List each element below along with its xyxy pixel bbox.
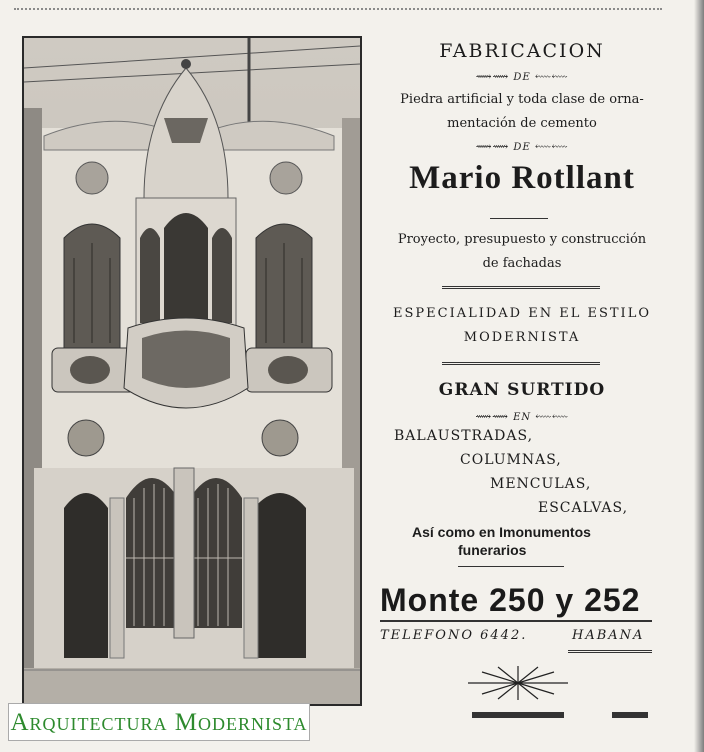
en-label: EN <box>513 412 532 423</box>
divider-funerarios <box>458 566 564 567</box>
text-especialidad: ESPECIALIDAD EN EL ESTILO <box>393 306 651 321</box>
de-connector-2 <box>372 140 672 154</box>
text-modernista: MODERNISTA <box>463 330 581 345</box>
telephone-text: TELEFONO 6442. <box>380 628 528 643</box>
facade-photo <box>22 36 362 706</box>
ornament-left-icon: ⟿⟿ <box>475 410 509 423</box>
text-fachadas: de fachadas <box>482 256 562 271</box>
text-gran-surtido: GRAN SURTIDO <box>438 380 606 400</box>
divider-city <box>568 650 652 653</box>
heading-fabricacion: FABRICACION <box>439 40 605 62</box>
list-item: ESCALVAS, <box>538 500 629 516</box>
page-gutter-shadow <box>694 0 704 752</box>
caption-label: Arquitectura Modernista <box>8 703 310 741</box>
footer-bar-right <box>612 712 648 718</box>
address-text: Monte 250 y 252 <box>380 582 641 618</box>
en-connector <box>372 410 672 424</box>
page-top-border <box>14 8 662 10</box>
list-item: BALAUSTRADAS, <box>394 428 534 444</box>
divider-short <box>490 218 548 219</box>
company-name: Mario Rotllant <box>409 160 635 196</box>
text-ornamentacion: mentación de cemento <box>447 116 597 131</box>
text-asi-como: Así como en Imonumentos <box>412 524 591 540</box>
list-item: COLUMNAS, <box>460 452 562 468</box>
divider-address <box>380 620 652 622</box>
sunburst-ornament-icon <box>468 666 568 700</box>
de-connector-1 <box>372 70 672 84</box>
de-label-1: DE <box>513 72 531 83</box>
text-piedra: Piedra artificial y toda clase de orna- <box>400 92 644 107</box>
city-text: HABANA <box>572 628 645 643</box>
divider-double-2 <box>442 362 600 365</box>
text-funerarios: funerarios <box>458 542 527 558</box>
ornament-left-icon: ⟿⟿ <box>475 70 510 83</box>
footer-bar <box>472 712 564 718</box>
ornament-right-icon: ⬳⬳ <box>534 70 569 83</box>
divider-double-1 <box>442 286 600 289</box>
ornament-right-icon: ⬳⬳ <box>535 410 569 423</box>
list-item: MENCULAS, <box>490 476 592 492</box>
ornament-left-icon: ⟿⟿ <box>475 140 510 153</box>
ornament-right-icon: ⬳⬳ <box>534 140 569 153</box>
text-proyecto: Proyecto, presupuesto y construcción <box>397 232 647 247</box>
de-label-2: DE <box>513 142 531 153</box>
